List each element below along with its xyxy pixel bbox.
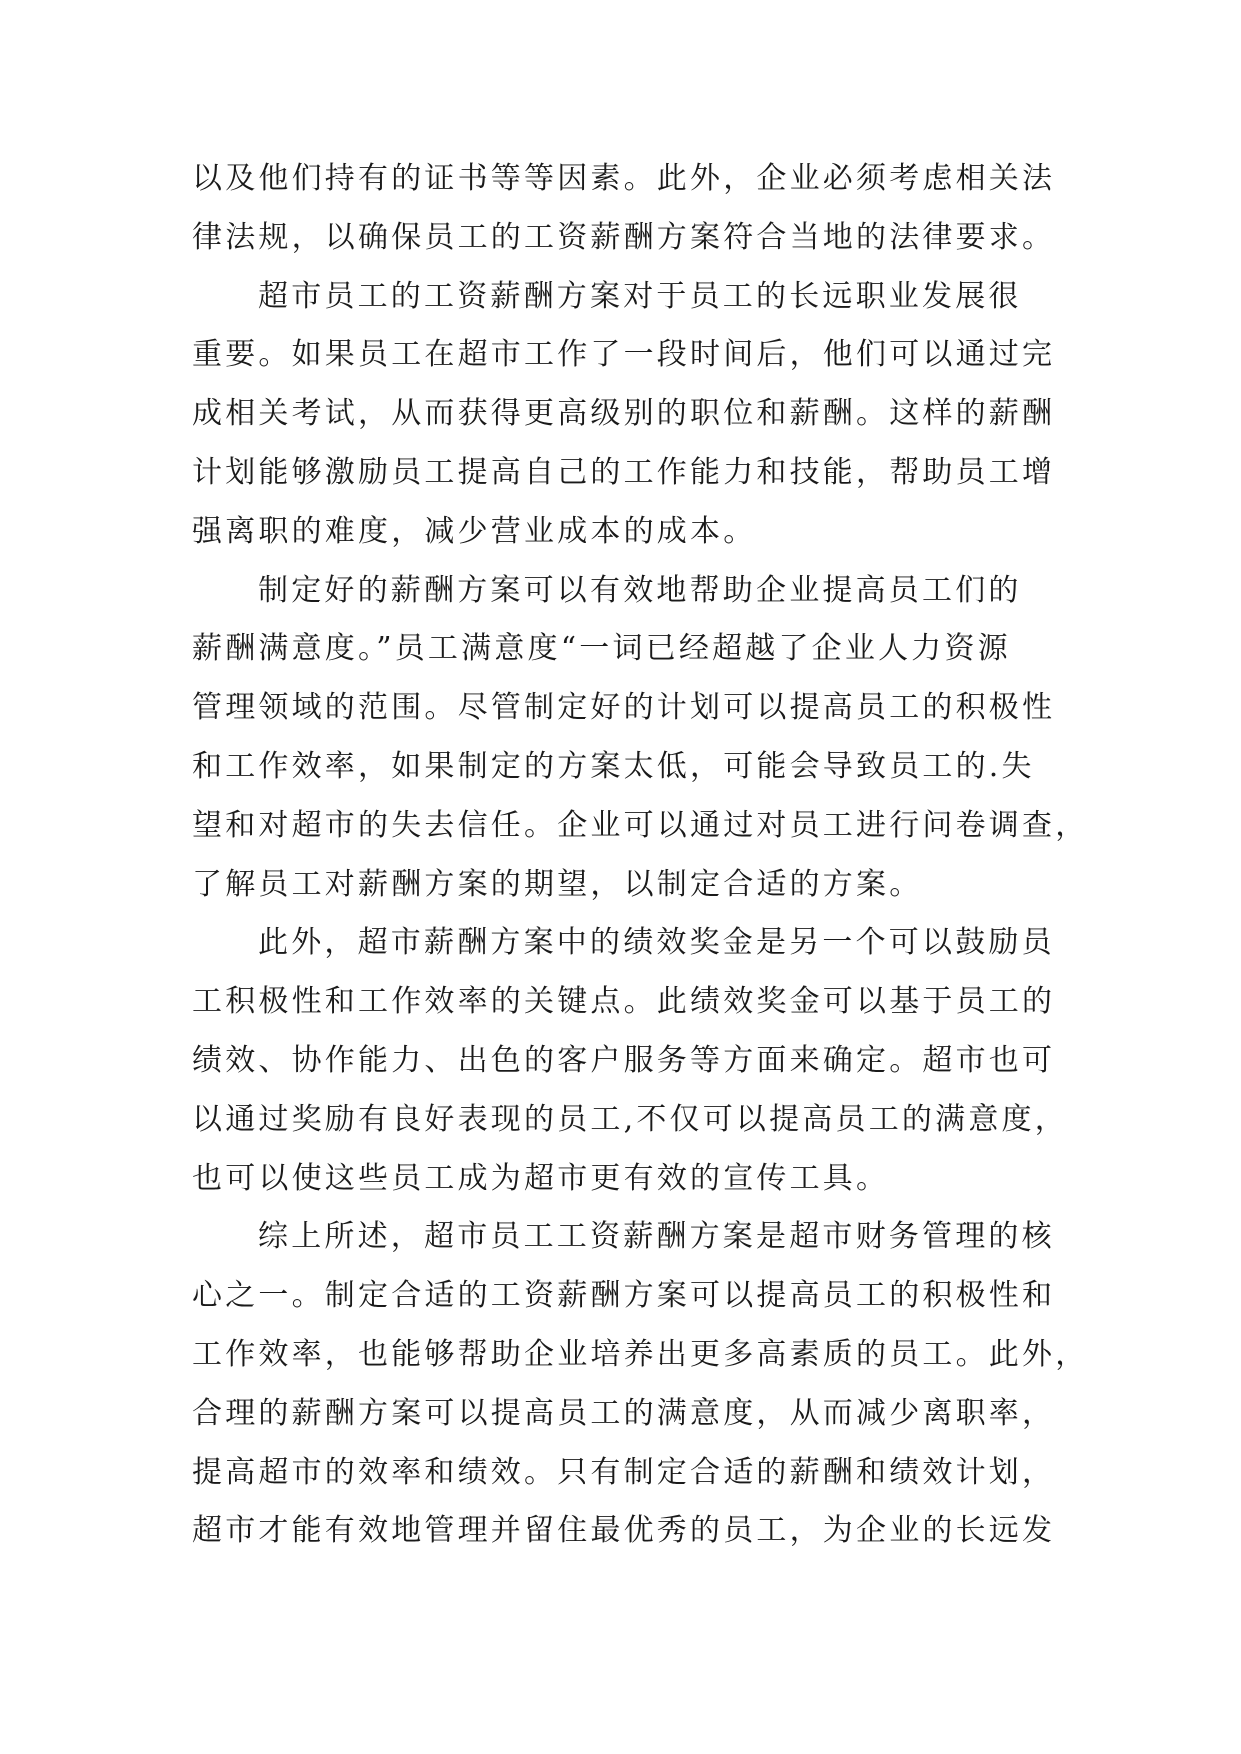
text-line: 超市才能有效地管理并留住最优秀的员工，为企业的长远发	[192, 1513, 1056, 1549]
text-line: 以及他们持有的证书等等因素。此外，企业必须考虑相关法	[192, 161, 1056, 196]
text-line: 成相关考试，从而获得更高级别的职位和薪酬。这样的薪酬	[192, 396, 1056, 432]
text-line: 工作效率，也能够帮助企业培养出更多高素质的员工。此外，	[192, 1336, 1089, 1372]
text-line: 管理领域的范围。尽管制定好的计划可以提高员工的积极性	[192, 690, 1056, 726]
text-line: 律法规，以确保员工的工资薪酬方案符合当地的法律要求。	[192, 219, 1056, 255]
text-line: 强离职的难度，减少营业成本的成本。	[192, 513, 757, 549]
text-line: 工积极性和工作效率的关键点。此绩效奖金可以基于员工的	[192, 984, 1056, 1020]
text-line: 超市员工的工资薪酬方案对于员工的长远职业发展很	[258, 278, 1022, 314]
text-line: 和工作效率，如果制定的方案太低，可能会导致员工的.失	[192, 748, 1035, 784]
text-line: 心之一。制定合适的工资薪酬方案可以提高员工的积极性和	[192, 1278, 1056, 1314]
text-line: 了解员工对薪酬方案的期望，以制定合适的方案。	[192, 866, 923, 902]
text-line: 绩效、协作能力、出色的客户服务等方面来确定。超市也可	[192, 1042, 1056, 1078]
text-line: 制定好的薪酬方案可以有效地帮助企业提高员工们的	[258, 572, 1022, 608]
text-line: 以通过奖励有良好表现的员工,不仅可以提高员工的满意度，	[192, 1101, 1068, 1137]
text-line: 薪酬满意度。”员工满意度“一词已经超越了企业人力资源	[192, 631, 1011, 667]
text-line: 重要。如果员工在超市工作了一段时间后，他们可以通过完	[192, 337, 1056, 373]
text-line: 此外，超市薪酬方案中的绩效奖金是另一个可以鼓励员	[258, 925, 1055, 961]
text-line: 望和对超市的失去信任。企业可以通过对员工进行问卷调查，	[192, 807, 1089, 843]
text-line: 综上所述，超市员工工资薪酬方案是超市财务管理的核	[258, 1219, 1055, 1255]
text-line: 计划能够激励员工提高自己的工作能力和技能，帮助员工增	[192, 454, 1056, 490]
text-line: 合理的薪酬方案可以提高员工的满意度，从而减少离职率，	[192, 1395, 1056, 1431]
body-text	[192, 150, 1089, 1561]
text-line: 也可以使这些员工成为超市更有效的宣传工具。	[192, 1160, 890, 1196]
text-line: 提高超市的效率和绩效。只有制定合适的薪酬和绩效计划，	[192, 1454, 1056, 1490]
